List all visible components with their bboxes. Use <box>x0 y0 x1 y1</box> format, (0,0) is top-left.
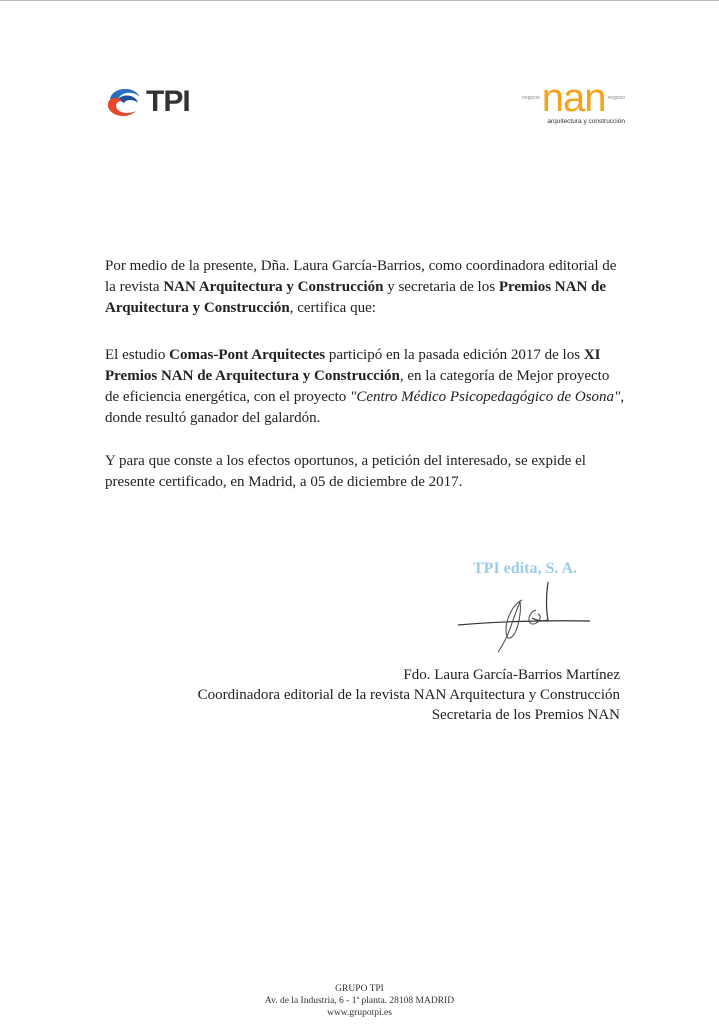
signer-role-secondary: Secretaria de los Premios NAN <box>431 707 620 723</box>
text: , certifica que: <box>289 300 376 316</box>
studio-name: Comas-Pont Arquitectes <box>169 347 326 363</box>
intro-paragraph <box>105 256 625 319</box>
nan-logo-small-left: negocio <box>522 95 540 101</box>
closing-paragraph: Y para que conste a los efectos oportunos, a petición del interesado, se expide el presente certificado, en Madrid, a 05 de diciembre de 2017. <box>105 453 586 490</box>
footer-website: www.grupotpi.es <box>327 1008 392 1018</box>
magazine-name: NAN Arquitectura y Construcción <box>163 279 384 295</box>
nan-logo-small-right: negocio <box>607 95 625 101</box>
footer <box>0 983 719 1019</box>
text: Por medio de la presente, Dña. Laura García-Barrios, como coordinadora editorial de la revista <box>105 258 617 295</box>
tpi-logo <box>104 85 190 119</box>
signature-block <box>198 665 620 725</box>
awards-edition: XI Premios NAN de Arquitectura y Construcción <box>105 347 601 384</box>
text: , en la categoría de Mejor proyecto de eficiencia energética, con el proyecto <box>105 368 610 405</box>
text: El estudio <box>105 347 170 363</box>
tpi-swirl-icon <box>104 85 142 119</box>
handwritten-signature <box>450 580 600 655</box>
signer-role: Coordinadora editorial de la revista NAN Arquitectura y Construcción <box>197 687 620 703</box>
text: y secretaria de los <box>383 279 499 295</box>
nan-logo <box>522 76 625 126</box>
award-paragraph <box>105 345 625 429</box>
text: participó en la pasada edición 2017 de los <box>325 347 584 363</box>
footer-address: Av. de la Industria, 6 - 1ª planta. 28108 MADRID <box>264 996 455 1006</box>
awards-name: Premios NAN de Arquitectura y Construcción <box>105 279 607 316</box>
nan-logo-row <box>522 76 625 120</box>
project-name: "Centro Médico Psicopedagógico de Osona" <box>350 389 621 405</box>
signer-name: Fdo. Laura García-Barrios Martínez <box>403 667 620 683</box>
top-border <box>0 0 719 1</box>
nan-logo-subtitle: arquitectura y construcción <box>547 118 625 125</box>
company-stamp: TPI edita, S. A. <box>473 560 578 577</box>
tpi-logo-text: TPI <box>146 85 190 118</box>
footer-company: GRUPO TPI <box>335 984 384 994</box>
text: , donde resultó ganador del galardón. <box>105 389 625 426</box>
nan-logo-text: nan <box>541 76 606 120</box>
